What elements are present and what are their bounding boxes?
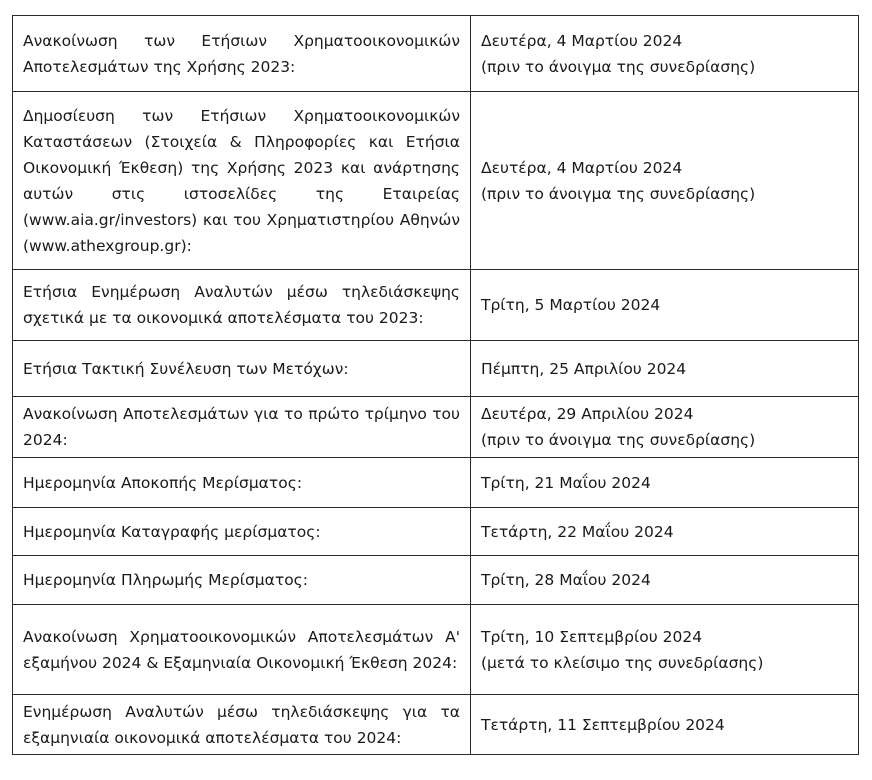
event-cell: Ετήσια Τακτική Συνέλευση των Μετόχων: bbox=[13, 341, 471, 397]
date-text: Τρίτη, 10 Σεπτεμβρίου 2024 bbox=[481, 627, 703, 646]
date-text: Δευτέρα, 4 Μαρτίου 2024 bbox=[481, 31, 683, 50]
date-note: (πριν το άνοιγμα της συνεδρίασης) bbox=[481, 184, 756, 203]
date-text: Τετάρτη, 11 Σεπτεμβρίου 2024 bbox=[481, 715, 725, 734]
date-note: (πριν το άνοιγμα της συνεδρίασης) bbox=[481, 57, 756, 76]
date-text: Τετάρτη, 22 Μαΐου 2024 bbox=[481, 522, 674, 541]
date-text: Δευτέρα, 4 Μαρτίου 2024 bbox=[481, 158, 683, 177]
date-text: Τρίτη, 5 Μαρτίου 2024 bbox=[481, 296, 661, 314]
table-row bbox=[13, 16, 859, 92]
table-row bbox=[13, 341, 859, 397]
date-text: Πέμπτη, 25 Απριλίου 2024 bbox=[481, 359, 687, 378]
event-cell: Ανακοίνωση Χρηματοοικονομικών Αποτελεσμάτων Α' εξαμήνου 2024 & Εξαμηνιαία Οικονομική Έκθεση 2024: bbox=[13, 605, 471, 695]
table-row bbox=[13, 458, 859, 508]
date-cell bbox=[471, 458, 859, 508]
date-cell bbox=[471, 92, 859, 270]
date-note: (πριν το άνοιγμα της συνεδρίασης) bbox=[481, 431, 756, 449]
date-cell bbox=[471, 270, 859, 341]
table-row bbox=[13, 397, 859, 458]
table-row bbox=[13, 270, 859, 341]
event-cell: Ενημέρωση Αναλυτών μέσω τηλεδιάσκεψης για τα εξαμηνιαία οικονομικά αποτελέσματα του 2024: bbox=[13, 695, 471, 755]
event-cell: Ανακοίνωση Αποτελεσμάτων για το πρώτο τρίμηνο του 2024: bbox=[13, 397, 471, 458]
date-text: Τρίτη, 21 Μαΐου 2024 bbox=[481, 473, 651, 492]
date-cell bbox=[471, 508, 859, 556]
date-cell bbox=[471, 695, 859, 755]
table-row bbox=[13, 605, 859, 695]
event-cell: Ημερομηνία Αποκοπής Μερίσματος: bbox=[13, 458, 471, 508]
date-cell bbox=[471, 556, 859, 605]
event-cell: Ημερομηνία Καταγραφής μερίσματος: bbox=[13, 508, 471, 556]
event-cell: Δημοσίευση των Ετήσιων Χρηματοοικονομικών Καταστάσεων (Στοιχεία & Πληροφορίες και Ετήσια Οικονομική Έκθεση) της Χρήσης 2023 και ανάρτησης αυτών στις ιστοσελίδες της Εταιρείας (www.aia.gr/investors) και του Χρηματιστηρίου Αθηνών (www.athexgroup.gr): bbox=[13, 92, 471, 270]
table-row bbox=[13, 92, 859, 270]
date-note: (μετά το κλείσιμο της συνεδρίασης) bbox=[481, 653, 764, 672]
financial-calendar-table bbox=[12, 15, 859, 755]
date-text: Δευτέρα, 29 Απριλίου 2024 bbox=[481, 405, 694, 423]
date-text: Τρίτη, 28 Μαΐου 2024 bbox=[481, 571, 651, 589]
event-cell: Ημερομηνία Πληρωμής Μερίσματος: bbox=[13, 556, 471, 605]
table-row bbox=[13, 508, 859, 556]
event-cell: Ανακοίνωση των Ετήσιων Χρηματοοικονομικών Αποτελεσμάτων της Χρήσης 2023: bbox=[13, 16, 471, 92]
table-row bbox=[13, 695, 859, 755]
table-row bbox=[13, 556, 859, 605]
date-cell bbox=[471, 397, 859, 458]
event-cell: Ετήσια Ενημέρωση Αναλυτών μέσω τηλεδιάσκεψης σχετικά με τα οικονομικά αποτελέσματα του 2023: bbox=[13, 270, 471, 341]
date-cell bbox=[471, 341, 859, 397]
date-cell bbox=[471, 605, 859, 695]
date-cell bbox=[471, 16, 859, 92]
